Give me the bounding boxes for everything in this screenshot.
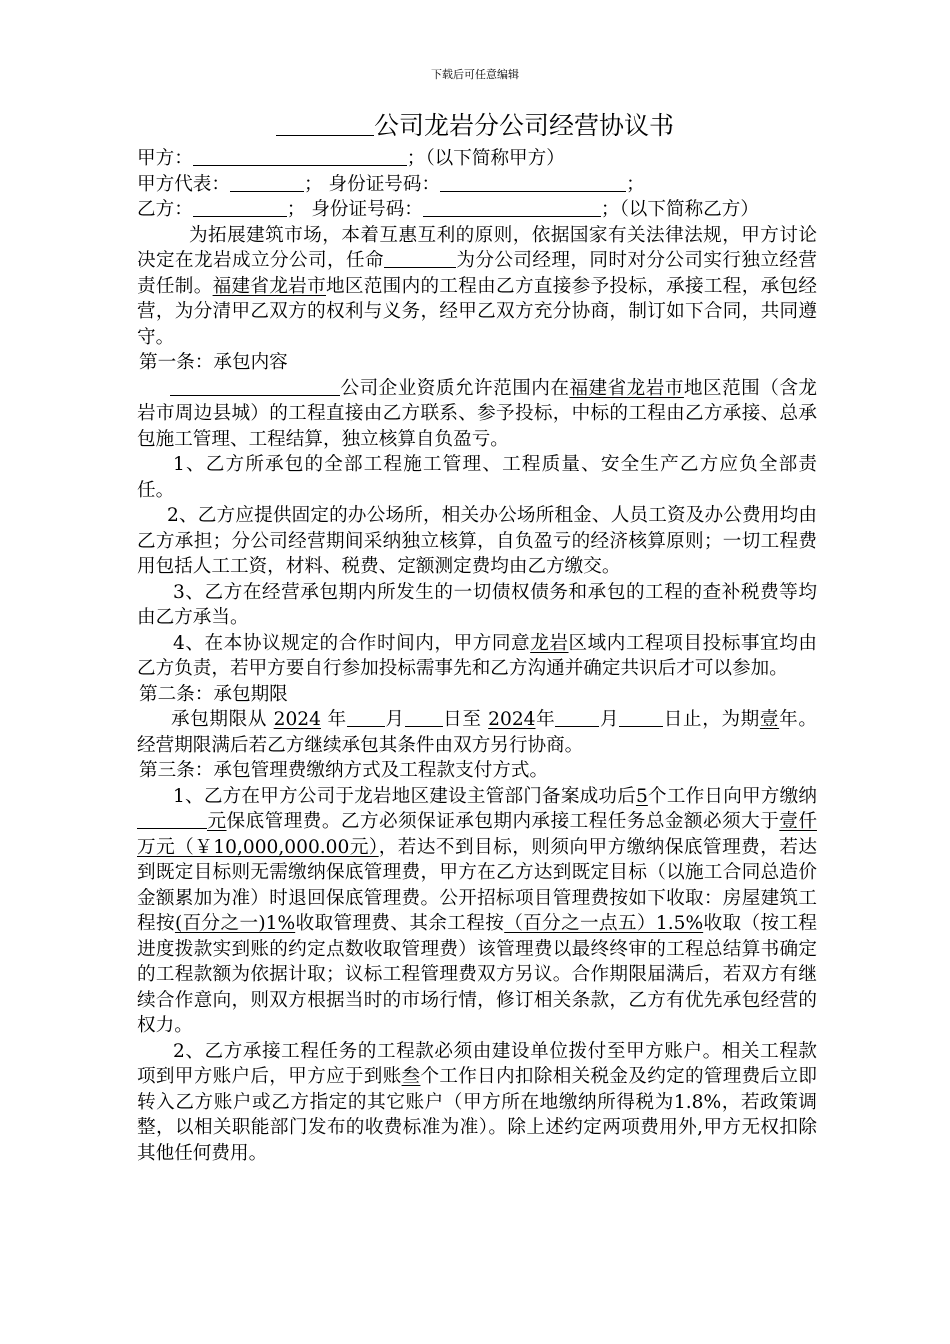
scope-company-blank	[170, 376, 340, 396]
article-3-item-2: 2、乙方承接工程任务的工程款必须由建设单位拨付至甲方账户。相关工程款项到甲方账户后，甲方应于到账叁个工作日内扣除相关税金及约定的管理费后立即转入乙方账户或乙方指定的其它账户（甲方所在地缴纳所得税为1.8%，若政策调整，以相关职能部门发布的收费标准为准）。除上述约定两项费用外,甲方无权扣除其他任何费用。	[137, 1040, 817, 1164]
party-b-id-blank	[423, 197, 601, 217]
article-1-item-3: 3、乙方在经营承包期内所发生的一切债权债务和承包的工程的查补税费等均由乙方承当。	[137, 581, 817, 628]
party-b-end: ；（以下简称乙方）	[600, 199, 759, 220]
preamble-paragraph: 为拓展建筑市场，本着互惠互利的原则，依据国家有关法律法规，甲方讨论决定在龙岩成立分公司，任命 为分公司经理，同时对分公司实行独立经营责任制。福建省龙岩市地区范围内的工程由乙方直接参予投标，承接工程，承包经营，为分清甲乙双方的权利与义务，经甲乙双方充分协商，制订如下合同，共同遵守。	[137, 224, 817, 348]
article-2-heading: 第二条：承包期限	[139, 683, 288, 705]
start-month-blank	[347, 707, 385, 727]
start-year: 2024	[273, 709, 321, 730]
article-3-item-1: 1、乙方在甲方公司于龙岩地区建设主管部门备案成功后5个工作日向甲方缴纳元保底管理费。乙方必须保证承包期内承接工程任务总金额必须大于壹仟万元（￥10,000,000.00元），若达不到目标，则须向甲方缴纳保底管理费，若达到既定目标则无需缴纳保底管理费，甲方在乙方达到既定目标（以施工合同总造价金额累加为准）时退回保底管理费。公开招标项目管理费按如下收取：房屋建筑工程按(百分之一)1%收取管理费、其余工程按（百分之一点五）1.5%收取（按工程进度拨款实到账的约定点数收取管理费）该管理费以最终终审的工程总结算书确定的工程款额为依据计取；议标工程管理费双方另议。合作期限届满后，若双方有继续合作意向，则双方根据当时的市场行情，修订相关条款，乙方有优先承包经营的权力。	[137, 785, 817, 1036]
party-b-label: 乙方：	[137, 199, 193, 220]
party-a-rep-id-label: 身份证号码：	[328, 173, 441, 195]
target-amount: 壹仟万元（￥10,000,000.00元）	[137, 811, 817, 858]
company-name-blank	[276, 110, 374, 136]
document-body	[137, 146, 817, 1166]
rate-building: (百分之一)1%	[174, 913, 296, 934]
party-a-rep-label: 甲方代表：	[137, 173, 230, 195]
party-a-blank	[193, 146, 407, 166]
party-b-id-label: 身份证号码：	[311, 199, 423, 220]
party-a-rep-end: ；	[626, 173, 645, 195]
term-years: 壹	[759, 709, 780, 730]
party-a-rep-sep: ；	[303, 173, 323, 195]
party-a-rep-id-blank	[440, 172, 626, 192]
manager-blank	[384, 248, 456, 268]
transfer-days: 叁	[401, 1066, 421, 1087]
article-1-scope: 公司企业资质允许范围内在福建省龙岩市地区范围（含龙岩市周边县城）的工程直接由乙方联系、参予投标，中标的工程由乙方承接、总承包施工管理、工程结算，独立核算自负盈亏。	[137, 377, 817, 450]
header-note: 下载后可任意编辑	[431, 68, 519, 81]
yuan-unit: 元	[207, 811, 227, 832]
title-text: 公司龙岩分公司经营协议书	[373, 111, 674, 140]
end-day-blank	[619, 707, 663, 727]
work-days: 5	[636, 785, 648, 807]
article-1-item-4: 4、在本协议规定的合作时间内，甲方同意龙岩区域内工程项目投标事宜均由乙方负责，若甲方要自行参加投标需事先和乙方沟通并确定共识后才可以参加。	[137, 632, 817, 679]
article-3-heading: 第三条：承包管理费缴纳方式及工程款支付方式。	[139, 760, 549, 781]
article-1-item-2: 2、乙方应提供固定的办公场所，相关办公场所租金、人员工资及办公费用均由乙方承担；分公司经营期间采纳独立核算，自负盈亏的经济核算原则；一切工程费用包括人工工资，材料、税费、定额测定费均由乙方缴交。	[137, 505, 817, 577]
start-day-blank	[405, 707, 443, 727]
party-b-line	[137, 197, 817, 223]
party-a-rep-blank	[230, 172, 304, 192]
article-1-item-1: 1、乙方所承包的全部工程施工管理、工程质量、安全生产乙方应负全部责任。	[137, 454, 817, 501]
end-year: 2024	[488, 709, 536, 730]
place-underline: 福建省龙岩市	[212, 275, 326, 297]
article-2-term: 承包期限从 2024 年 月 日至 2024年 月 日止，为期壹年。经营期限满后若乙方继续承包其条件由双方另行协商。	[137, 709, 817, 756]
party-b-sep: ；	[286, 199, 306, 220]
fee-amount-blank	[137, 809, 207, 829]
party-b-blank	[193, 197, 287, 217]
party-a-label: 甲方：	[137, 148, 193, 169]
rate-other: （百分之一点五）1.5%	[504, 913, 704, 934]
scope-place-underline: 福建省龙岩市	[569, 377, 684, 399]
party-a-line	[137, 146, 817, 172]
party-a-suffix: ；（以下简称甲方）	[406, 148, 565, 169]
party-a-rep-line	[137, 172, 817, 198]
document-title	[0, 110, 950, 142]
end-month-blank	[555, 707, 599, 727]
article-1-heading: 第一条：承包内容	[139, 352, 288, 373]
region-underline: 龙岩	[530, 632, 569, 654]
